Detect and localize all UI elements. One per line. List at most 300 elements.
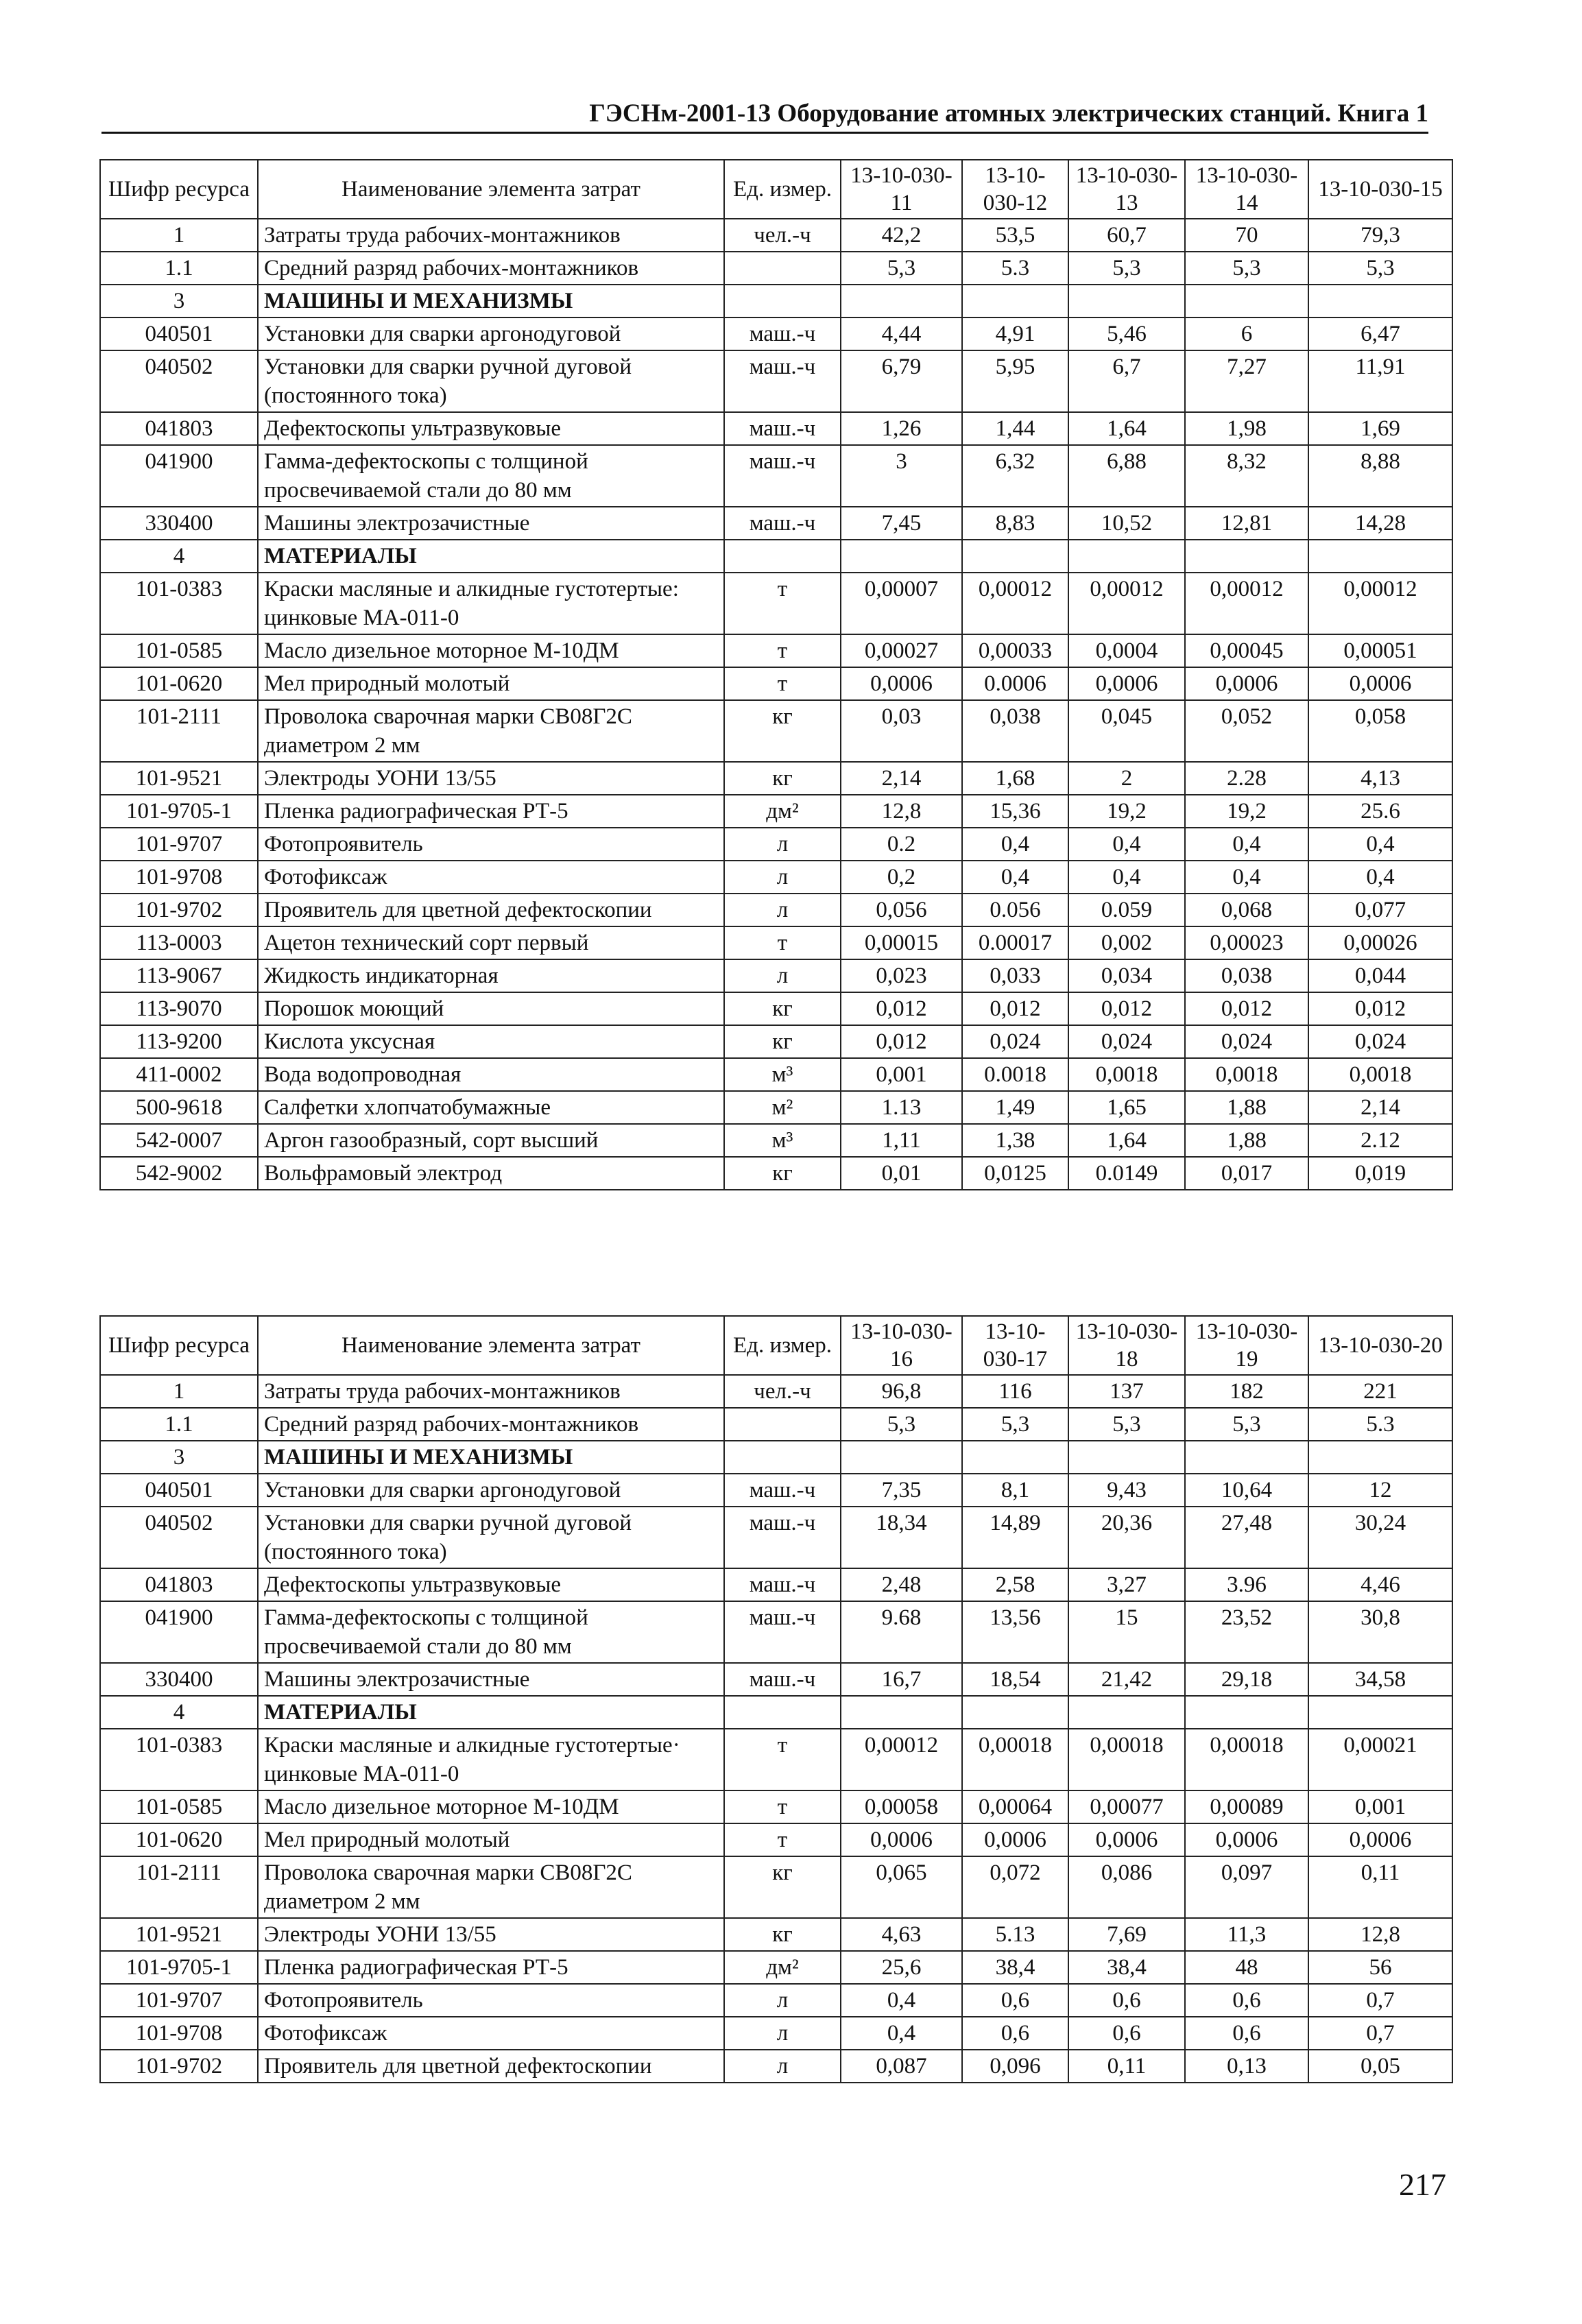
unit: дм² xyxy=(724,1951,841,1984)
norm-value xyxy=(841,285,962,318)
header-norm-code: 13-10-030-12 xyxy=(962,160,1068,219)
norm-value: 7,45 xyxy=(841,507,962,540)
norm-value: 18,54 xyxy=(962,1663,1068,1696)
norm-value: 29,18 xyxy=(1185,1663,1308,1696)
resource-name: МАШИНЫ И МЕХАНИЗМЫ xyxy=(258,1441,724,1474)
norm-value: 0,0125 xyxy=(962,1157,1068,1190)
resource-name: Установки для сварки аргонодуговой xyxy=(258,318,724,350)
resource-name: Фотопроявитель xyxy=(258,1984,724,2017)
table-row xyxy=(100,1568,1452,1601)
norm-value: 8,88 xyxy=(1308,445,1452,507)
norm-value: 5,3 xyxy=(841,252,962,285)
table-row xyxy=(100,1375,1452,1408)
norm-value: 0,065 xyxy=(841,1856,962,1918)
norm-value: 21,42 xyxy=(1068,1663,1185,1696)
resource-code: 411-0002 xyxy=(100,1058,258,1091)
norm-value: 0,024 xyxy=(1308,1025,1452,1058)
resource-code: 1 xyxy=(100,219,258,252)
table-row xyxy=(100,861,1452,894)
norm-value: 12 xyxy=(1308,1474,1452,1507)
norm-value: 0,0006 xyxy=(841,667,962,700)
unit: кг xyxy=(724,1918,841,1951)
resource-name: Гамма-дефектоскопы с толщиной просвечиваемой стали до 80 мм xyxy=(258,1601,724,1663)
unit xyxy=(724,1408,841,1441)
resource-code: 101-9702 xyxy=(100,2050,258,2083)
norm-value xyxy=(841,540,962,573)
norm-value: 0,00077 xyxy=(1068,1790,1185,1823)
resource-name: Гамма-дефектоскопы с толщиной просвечиваемой стали до 80 мм xyxy=(258,445,724,507)
norm-value: 0,00012 xyxy=(962,573,1068,634)
unit: маш.-ч xyxy=(724,507,841,540)
norm-value: 8,83 xyxy=(962,507,1068,540)
resource-name: Кислота уксусная xyxy=(258,1025,724,1058)
unit: маш.-ч xyxy=(724,445,841,507)
resource-code: 101-9707 xyxy=(100,828,258,861)
running-header xyxy=(101,96,1428,134)
unit: л xyxy=(724,894,841,926)
resource-name: Масло дизельное моторное М-10ДМ xyxy=(258,1790,724,1823)
unit: кг xyxy=(724,1856,841,1918)
norm-value: 0,7 xyxy=(1308,1984,1452,2017)
norm-value: 2.28 xyxy=(1185,762,1308,795)
norm-value: 1,65 xyxy=(1068,1091,1185,1124)
table-row xyxy=(100,828,1452,861)
unit: т xyxy=(724,1790,841,1823)
norm-value: 0.056 xyxy=(962,894,1068,926)
table-row xyxy=(100,1124,1452,1157)
header-name: Наименование элемента затрат xyxy=(258,1316,724,1375)
table-row xyxy=(100,1984,1452,2017)
norm-value: 5.3 xyxy=(962,252,1068,285)
norm-value: 0,012 xyxy=(962,992,1068,1025)
unit: кг xyxy=(724,762,841,795)
table-row xyxy=(100,1058,1452,1091)
norm-value: 0,012 xyxy=(1308,992,1452,1025)
resource-code: 101-0585 xyxy=(100,1790,258,1823)
unit: кг xyxy=(724,1025,841,1058)
norm-value: 4,91 xyxy=(962,318,1068,350)
resource-code: 3 xyxy=(100,285,258,318)
resource-name: Ацетон технический сорт первый xyxy=(258,926,724,959)
norm-value: 25,6 xyxy=(841,1951,962,1984)
unit: маш.-ч xyxy=(724,1474,841,1507)
resource-name: Краски масляные и алкидные густотертые· цинковые МА-011-0 xyxy=(258,1729,724,1790)
table-row xyxy=(100,700,1452,762)
unit xyxy=(724,540,841,573)
norm-value: 0,012 xyxy=(1068,992,1185,1025)
norm-value: 4,13 xyxy=(1308,762,1452,795)
norm-value: 0,0006 xyxy=(962,1823,1068,1856)
norm-value: 0,00089 xyxy=(1185,1790,1308,1823)
table-row xyxy=(100,1663,1452,1696)
unit: м³ xyxy=(724,1124,841,1157)
unit xyxy=(724,252,841,285)
norm-value: 0,2 xyxy=(841,861,962,894)
table-row xyxy=(100,1474,1452,1507)
norm-value: 1,64 xyxy=(1068,412,1185,445)
header-norm-code: 13-10-030-18 xyxy=(1068,1316,1185,1375)
norm-value xyxy=(841,1696,962,1729)
resource-code: 101-9521 xyxy=(100,762,258,795)
table-row xyxy=(100,318,1452,350)
table-row xyxy=(100,1823,1452,1856)
resource-code: 542-9002 xyxy=(100,1157,258,1190)
unit: т xyxy=(724,926,841,959)
norm-value: 0,0006 xyxy=(1308,667,1452,700)
resource-code: 4 xyxy=(100,540,258,573)
norm-value: 0,0006 xyxy=(1068,1823,1185,1856)
norm-value: 6,47 xyxy=(1308,318,1452,350)
norm-value xyxy=(1308,1696,1452,1729)
norm-value: 0,0006 xyxy=(1185,1823,1308,1856)
resource-code: 101-9521 xyxy=(100,1918,258,1951)
norm-value: 0,044 xyxy=(1308,959,1452,992)
resource-name: Фотофиксаж xyxy=(258,2017,724,2050)
unit: маш.-ч xyxy=(724,1568,841,1601)
norm-value: 5,3 xyxy=(962,1408,1068,1441)
norm-value: 53,5 xyxy=(962,219,1068,252)
unit: кг xyxy=(724,700,841,762)
norm-value: 0,012 xyxy=(841,992,962,1025)
norm-value: 2,58 xyxy=(962,1568,1068,1601)
table-row xyxy=(100,445,1452,507)
resource-code: 101-0383 xyxy=(100,1729,258,1790)
norm-value: 1,49 xyxy=(962,1091,1068,1124)
norm-value: 13,56 xyxy=(962,1601,1068,1663)
norm-value: 0,00007 xyxy=(841,573,962,634)
table-row xyxy=(100,1091,1452,1124)
resource-name: Электроды УОНИ 13/55 xyxy=(258,1918,724,1951)
norm-value: 0,00021 xyxy=(1308,1729,1452,1790)
section-row xyxy=(100,540,1452,573)
header-norm-code: 13-10-030-20 xyxy=(1308,1316,1452,1375)
resource-code: 101-9705-1 xyxy=(100,795,258,828)
header-name: Наименование элемента затрат xyxy=(258,160,724,219)
norm-value: 0,00051 xyxy=(1308,634,1452,667)
resource-name: Машины электрозачистные xyxy=(258,1663,724,1696)
resource-name: Дефектоскопы ультразвуковые xyxy=(258,1568,724,1601)
table-row xyxy=(100,667,1452,700)
unit: л xyxy=(724,1984,841,2017)
norm-value: 116 xyxy=(962,1375,1068,1408)
norms-table-1 xyxy=(99,159,1453,1190)
norm-value: 27,48 xyxy=(1185,1507,1308,1568)
norm-value xyxy=(1185,1696,1308,1729)
resource-code: 3 xyxy=(100,1441,258,1474)
norm-value: 1,69 xyxy=(1308,412,1452,445)
norm-value: 0,0006 xyxy=(1185,667,1308,700)
norm-value: 5,3 xyxy=(1185,252,1308,285)
table-header-row xyxy=(100,160,1452,219)
norm-value xyxy=(1308,540,1452,573)
norm-value: 0,7 xyxy=(1308,2017,1452,2050)
norm-value: 0,00064 xyxy=(962,1790,1068,1823)
table-row xyxy=(100,795,1452,828)
norm-value: 182 xyxy=(1185,1375,1308,1408)
resource-name: Вольфрамовый электрод xyxy=(258,1157,724,1190)
norm-value: 16,7 xyxy=(841,1663,962,1696)
header-norm-code: 13-10-030-14 xyxy=(1185,160,1308,219)
resource-code: 500-9618 xyxy=(100,1091,258,1124)
resource-name: Аргон газообразный, сорт высший xyxy=(258,1124,724,1157)
norm-value: 8,1 xyxy=(962,1474,1068,1507)
norm-value: 0,024 xyxy=(962,1025,1068,1058)
norm-value: 7,69 xyxy=(1068,1918,1185,1951)
resource-name: Электроды УОНИ 13/55 xyxy=(258,762,724,795)
table-header-row xyxy=(100,1316,1452,1375)
norm-value: 3.96 xyxy=(1185,1568,1308,1601)
norm-value xyxy=(1068,1696,1185,1729)
resource-code: 101-0620 xyxy=(100,1823,258,1856)
norm-value: 0,6 xyxy=(962,2017,1068,2050)
norm-value: 6,88 xyxy=(1068,445,1185,507)
resource-code: 330400 xyxy=(100,1663,258,1696)
table-row xyxy=(100,959,1452,992)
norm-value xyxy=(1068,1441,1185,1474)
norm-value: 0,03 xyxy=(841,700,962,762)
header-code: Шифр ресурса xyxy=(100,1316,258,1375)
norm-value: 0,4 xyxy=(962,828,1068,861)
norm-value: 1,68 xyxy=(962,762,1068,795)
resource-name: Проволока сварочная марки СВ08Г2С диаметром 2 мм xyxy=(258,700,724,762)
norms-table-2 xyxy=(99,1315,1453,2083)
unit: чел.-ч xyxy=(724,1375,841,1408)
resource-code: 041900 xyxy=(100,1601,258,1663)
norm-value: 0,019 xyxy=(1308,1157,1452,1190)
resource-code: 330400 xyxy=(100,507,258,540)
norm-value: 0,4 xyxy=(1185,861,1308,894)
norm-value: 0,0006 xyxy=(1308,1823,1452,1856)
norm-value: 60,7 xyxy=(1068,219,1185,252)
norm-value: 0,00015 xyxy=(841,926,962,959)
unit: л xyxy=(724,861,841,894)
norm-value: 38,4 xyxy=(1068,1951,1185,1984)
header-norm-code: 13-10-030-17 xyxy=(962,1316,1068,1375)
norm-value: 5,3 xyxy=(841,1408,962,1441)
norm-value: 0,4 xyxy=(1068,828,1185,861)
resource-name: Мел природный молотый xyxy=(258,667,724,700)
norm-value: 19,2 xyxy=(1068,795,1185,828)
resource-name: Проявитель для цветной дефектоскопии xyxy=(258,2050,724,2083)
norm-value: 18,34 xyxy=(841,1507,962,1568)
resource-code: 101-9705-1 xyxy=(100,1951,258,1984)
norm-value: 221 xyxy=(1308,1375,1452,1408)
resource-code: 101-9708 xyxy=(100,861,258,894)
unit: маш.-ч xyxy=(724,318,841,350)
norm-value: 2 xyxy=(1068,762,1185,795)
norm-value: 5,3 xyxy=(1308,252,1452,285)
norm-value: 0,00018 xyxy=(1068,1729,1185,1790)
section-row xyxy=(100,1696,1452,1729)
norm-value: 0,097 xyxy=(1185,1856,1308,1918)
norm-value: 3 xyxy=(841,445,962,507)
norm-value: 0,068 xyxy=(1185,894,1308,926)
norm-value xyxy=(1068,285,1185,318)
norm-value: 0,072 xyxy=(962,1856,1068,1918)
norm-value: 2,14 xyxy=(841,762,962,795)
resource-name: Салфетки хлопчатобумажные xyxy=(258,1091,724,1124)
norm-value: 3,27 xyxy=(1068,1568,1185,1601)
norm-value: 0,00026 xyxy=(1308,926,1452,959)
resource-code: 041803 xyxy=(100,1568,258,1601)
resource-name: Машины электрозачистные xyxy=(258,507,724,540)
norm-value xyxy=(1068,540,1185,573)
resource-code: 113-9070 xyxy=(100,992,258,1025)
norm-value: 30,24 xyxy=(1308,1507,1452,1568)
norm-value: 0,4 xyxy=(1068,861,1185,894)
unit: л xyxy=(724,828,841,861)
norm-value: 0,11 xyxy=(1308,1856,1452,1918)
norm-value: 2,48 xyxy=(841,1568,962,1601)
table-row xyxy=(100,894,1452,926)
table-row xyxy=(100,573,1452,634)
norm-value: 0.059 xyxy=(1068,894,1185,926)
norm-value: 0,00058 xyxy=(841,1790,962,1823)
norm-value: 79,3 xyxy=(1308,219,1452,252)
norm-value: 0,00023 xyxy=(1185,926,1308,959)
norm-value: 0,017 xyxy=(1185,1157,1308,1190)
unit: чел.-ч xyxy=(724,219,841,252)
resource-code: 101-0383 xyxy=(100,573,258,634)
norm-value: 5,46 xyxy=(1068,318,1185,350)
norm-value: 6,32 xyxy=(962,445,1068,507)
norm-value: 0,4 xyxy=(1308,861,1452,894)
norm-value: 1,98 xyxy=(1185,412,1308,445)
norm-value: 0,4 xyxy=(841,1984,962,2017)
table-body xyxy=(100,1375,1452,2083)
table-row xyxy=(100,1918,1452,1951)
norm-value: 0,002 xyxy=(1068,926,1185,959)
header-norm-code: 13-10-030-16 xyxy=(841,1316,962,1375)
norm-value: 5,95 xyxy=(962,350,1068,412)
resource-name: Жидкость индикаторная xyxy=(258,959,724,992)
norm-value: 38,4 xyxy=(962,1951,1068,1984)
norm-value: 7,27 xyxy=(1185,350,1308,412)
norm-value: 0.0006 xyxy=(962,667,1068,700)
norm-value: 42,2 xyxy=(841,219,962,252)
norm-value: 0,6 xyxy=(1068,1984,1185,2017)
norm-value: 0,11 xyxy=(1068,2050,1185,2083)
norm-value: 0,086 xyxy=(1068,1856,1185,1918)
norm-value xyxy=(962,540,1068,573)
norm-value: 1,64 xyxy=(1068,1124,1185,1157)
norm-value xyxy=(962,1696,1068,1729)
norm-value xyxy=(962,1441,1068,1474)
resource-code: 101-9702 xyxy=(100,894,258,926)
unit xyxy=(724,1441,841,1474)
norm-value: 0,001 xyxy=(841,1058,962,1091)
norm-value: 0,045 xyxy=(1068,700,1185,762)
unit: м³ xyxy=(724,1058,841,1091)
resource-code: 113-9200 xyxy=(100,1025,258,1058)
norm-value: 2.12 xyxy=(1308,1124,1452,1157)
norm-value: 0,001 xyxy=(1308,1790,1452,1823)
resource-name: Пленка радиографическая РТ-5 xyxy=(258,795,724,828)
norm-value: 0,00012 xyxy=(841,1729,962,1790)
norm-value: 0,01 xyxy=(841,1157,962,1190)
header-norm-code: 13-10-030-19 xyxy=(1185,1316,1308,1375)
unit: дм² xyxy=(724,795,841,828)
table-row xyxy=(100,219,1452,252)
norm-value: 6,7 xyxy=(1068,350,1185,412)
resource-code: 4 xyxy=(100,1696,258,1729)
resource-code: 101-0620 xyxy=(100,667,258,700)
norm-value: 1,38 xyxy=(962,1124,1068,1157)
resource-code: 040502 xyxy=(100,1507,258,1568)
table-row xyxy=(100,350,1452,412)
norm-value: 14,89 xyxy=(962,1507,1068,1568)
norm-value: 0,0018 xyxy=(1068,1058,1185,1091)
norm-value: 0,0006 xyxy=(841,1823,962,1856)
norm-value: 23,52 xyxy=(1185,1601,1308,1663)
unit: маш.-ч xyxy=(724,1663,841,1696)
norm-value: 8,32 xyxy=(1185,445,1308,507)
resource-code: 542-0007 xyxy=(100,1124,258,1157)
table-row xyxy=(100,762,1452,795)
norm-value: 7,35 xyxy=(841,1474,962,1507)
table-row xyxy=(100,2017,1452,2050)
unit: л xyxy=(724,2050,841,2083)
table-row xyxy=(100,634,1452,667)
norm-value: 0,13 xyxy=(1185,2050,1308,2083)
norm-value: 0,4 xyxy=(841,2017,962,2050)
table-row xyxy=(100,1601,1452,1663)
norm-value: 6,79 xyxy=(841,350,962,412)
table-row xyxy=(100,1507,1452,1568)
norm-value: 0,0018 xyxy=(1185,1058,1308,1091)
resource-name: Проявитель для цветной дефектоскопии xyxy=(258,894,724,926)
norm-value: 0,024 xyxy=(1185,1025,1308,1058)
resource-name: Установки для сварки ручной дуговой (постоянного тока) xyxy=(258,350,724,412)
unit: маш.-ч xyxy=(724,350,841,412)
norm-value: 0,0004 xyxy=(1068,634,1185,667)
table-row xyxy=(100,1157,1452,1190)
unit: л xyxy=(724,2017,841,2050)
resource-name: Затраты труда рабочих-монтажников xyxy=(258,1375,724,1408)
norm-value: 0,052 xyxy=(1185,700,1308,762)
unit: л xyxy=(724,959,841,992)
resource-name: МАТЕРИАЛЫ xyxy=(258,540,724,573)
table-row xyxy=(100,1951,1452,1984)
resource-name: Дефектоскопы ультразвуковые xyxy=(258,412,724,445)
norm-value: 10,64 xyxy=(1185,1474,1308,1507)
unit: т xyxy=(724,634,841,667)
norm-value: 11,3 xyxy=(1185,1918,1308,1951)
norm-value: 12,8 xyxy=(841,795,962,828)
norm-value: 6 xyxy=(1185,318,1308,350)
norm-value: 30,8 xyxy=(1308,1601,1452,1663)
norm-value: 70 xyxy=(1185,219,1308,252)
norm-value: 10,52 xyxy=(1068,507,1185,540)
resource-code: 040501 xyxy=(100,1474,258,1507)
norm-value: 15,36 xyxy=(962,795,1068,828)
resource-name: МАТЕРИАЛЫ xyxy=(258,1696,724,1729)
resource-code: 040501 xyxy=(100,318,258,350)
norm-value: 0,4 xyxy=(1308,828,1452,861)
norm-value: 56 xyxy=(1308,1951,1452,1984)
table-row xyxy=(100,992,1452,1025)
norm-value: 0,00018 xyxy=(1185,1729,1308,1790)
norm-value: 0,023 xyxy=(841,959,962,992)
norm-value: 0.2 xyxy=(841,828,962,861)
table-row xyxy=(100,1729,1452,1790)
resource-name: Средний разряд рабочих-монтажников xyxy=(258,252,724,285)
resource-name: Проволока сварочная марки СВ08Г2С диаметром 2 мм xyxy=(258,1856,724,1918)
norm-value: 0,0018 xyxy=(1308,1058,1452,1091)
resource-code: 041900 xyxy=(100,445,258,507)
norm-value: 1,44 xyxy=(962,412,1068,445)
norm-value xyxy=(1185,285,1308,318)
